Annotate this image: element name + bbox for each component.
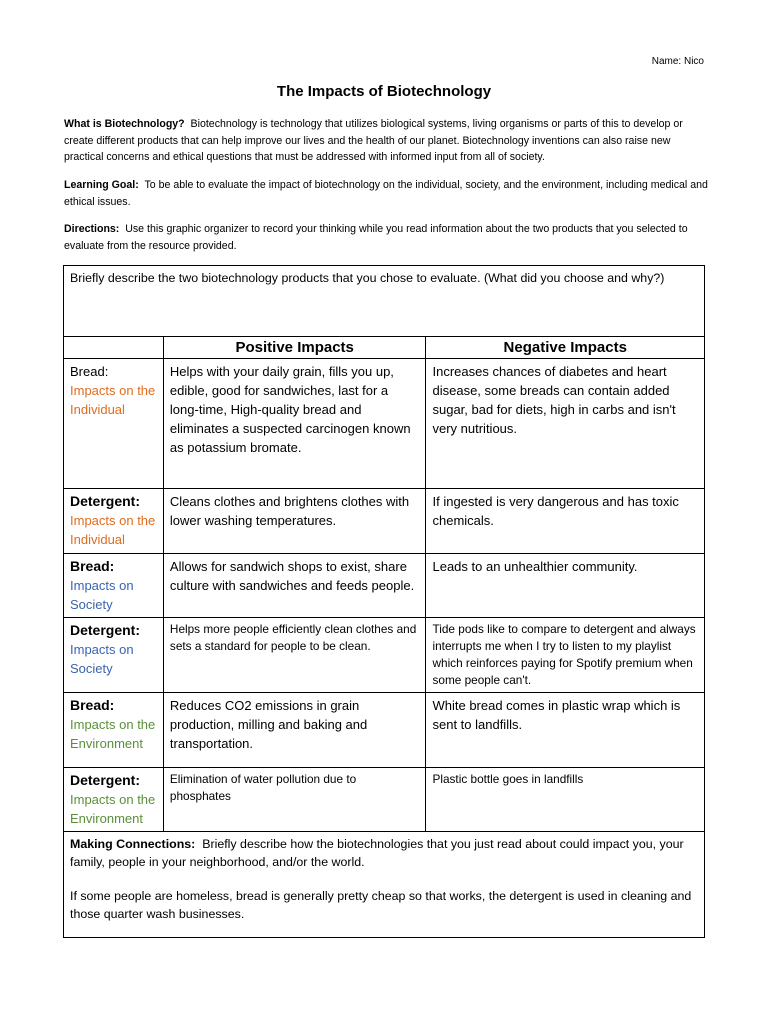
product-label: Bread: [70, 364, 109, 379]
directions-paragraph [64, 221, 708, 254]
header-empty-cell [64, 337, 164, 359]
negative-cell[interactable]: Leads to an unhealthier community. [426, 554, 705, 618]
table-row [64, 489, 705, 554]
table-row [64, 554, 705, 618]
positive-cell[interactable]: Reduces CO2 emissions in grain production, milling and baking and transportation. [163, 693, 426, 768]
negative-impacts-header: Negative Impacts [426, 337, 705, 359]
negative-cell[interactable]: Plastic bottle goes in landfills [426, 768, 705, 832]
student-name: Name: Nico [651, 56, 704, 67]
row-label-cell [64, 489, 164, 554]
category-label: Impacts on the Individual [70, 383, 156, 417]
category-label: Impacts on the Environment [70, 792, 156, 826]
negative-cell[interactable]: Increases chances of diabetes and heart disease, some breads can contain added sugar, bad for diets, high in carbs and isn't very nutritious. [426, 359, 705, 489]
negative-cell[interactable]: White bread comes in plastic wrap which is sent to landfills. [426, 693, 705, 768]
learning-goal-paragraph [64, 177, 708, 210]
positive-cell[interactable]: Elimination of water pollution due to phosphates [163, 768, 426, 832]
making-connections-cell[interactable] [64, 832, 705, 938]
brief-row [64, 266, 705, 337]
negative-cell[interactable]: If ingested is very dangerous and has toxic chemicals. [426, 489, 705, 554]
what-is-text: Biotechnology is technology that utilizes biological systems, living organisms or parts of this to develop or create different products that can help improve our lives and the health of our planet. Biotechnology inventions can also raise new practical concerns and ethical questions that must be addressed with informed input from all of society. [64, 118, 683, 163]
row-label-cell [64, 359, 164, 489]
table-row [64, 768, 705, 832]
brief-prompt: Briefly describe the two biotechnology products that you chose to evaluate. (What did you choose and why?) [70, 271, 665, 285]
category-label: Impacts on Society [70, 642, 134, 676]
positive-cell[interactable]: Helps more people efficiently clean clothes and sets a standard for people to be clean. [163, 618, 426, 693]
table-row [64, 618, 705, 693]
brief-cell[interactable] [64, 266, 705, 337]
product-label: Detergent: [70, 622, 141, 638]
directions-text: Use this graphic organizer to record your thinking while you read information about the two products that you selected to evaluate from the resource provided. [64, 223, 688, 252]
positive-impacts-header: Positive Impacts [163, 337, 426, 359]
row-label-cell [64, 768, 164, 832]
directions-label: Directions: [64, 223, 120, 235]
negative-cell[interactable]: Tide pods like to compare to detergent and always interrupts me when I try to listen to my playlist which reinforces paying for Spotify premium when some people can't. [426, 618, 705, 693]
row-label-cell [64, 618, 164, 693]
category-label: Impacts on the Individual [70, 513, 156, 547]
what-is-biotech-paragraph [64, 116, 708, 166]
product-label: Detergent: [70, 772, 141, 788]
learning-goal-label: Learning Goal: [64, 179, 139, 191]
row-label-cell [64, 693, 164, 768]
product-label: Bread: [70, 558, 115, 574]
category-label: Impacts on the Environment [70, 717, 156, 751]
positive-cell[interactable]: Helps with your daily grain, fills you up, edible, good for sandwiches, last for a long-time, High-quality bread and eliminates a suspected carcinogen known as potassium bromate. [163, 359, 426, 489]
product-label: Bread: [70, 697, 115, 713]
making-connections-row [64, 832, 705, 938]
page-title: The Impacts of Biotechnology [276, 83, 492, 100]
positive-cell[interactable]: Cleans clothes and brightens clothes with lower washing temperatures. [163, 489, 426, 554]
positive-cell[interactable]: Allows for sandwich shops to exist, share culture with sandwiches and feeds people. [163, 554, 426, 618]
making-connections-prompt: Briefly describe how the biotechnologies that you just read about could impact you, your family, people in your neighborhood, and/or the world. [70, 837, 684, 869]
making-connections-answer: If some people are homeless, bread is generally pretty cheap so that works, the detergent is used in cleaning and those quarter wash businesses. [70, 889, 692, 921]
table-row [64, 359, 705, 489]
product-label: Detergent: [70, 493, 141, 509]
table-row [64, 693, 705, 768]
header-row [64, 337, 705, 359]
learning-goal-text: To be able to evaluate the impact of biotechnology on the individual, society, and the environment, including medical and ethical issues. [64, 179, 708, 208]
row-label-cell [64, 554, 164, 618]
graphic-organizer-table [63, 265, 705, 938]
category-label: Impacts on Society [70, 578, 134, 612]
what-is-label: What is Biotechnology? [64, 118, 185, 130]
making-connections-label: Making Connections: [70, 837, 196, 851]
